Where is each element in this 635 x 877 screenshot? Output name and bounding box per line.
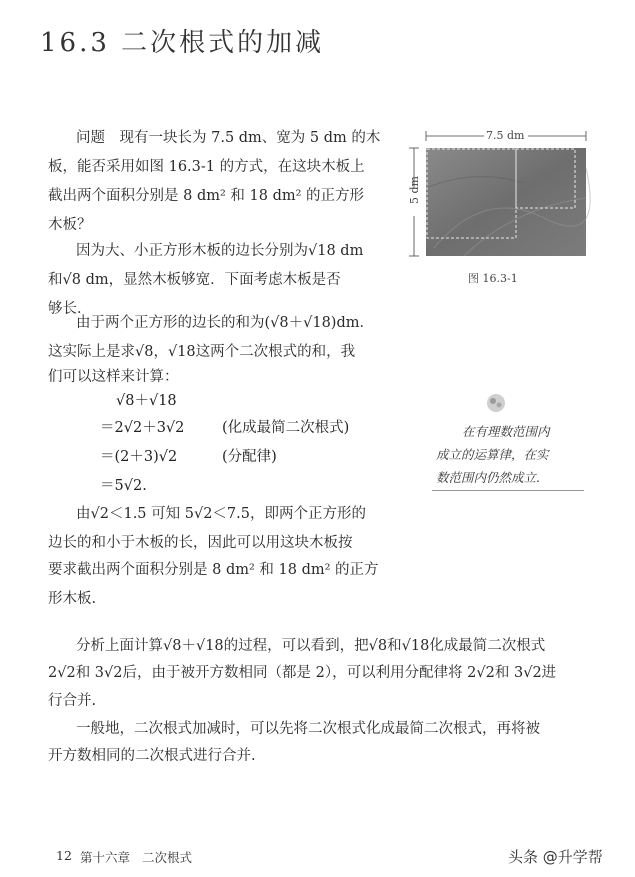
chapter-title: 二次根式: [142, 850, 193, 865]
note-marker-icon: [484, 392, 508, 414]
para4-line-2: 2√2和 3√2后，由于被开方数相同（都是 2），可以利用分配律将 2√2和 3√2进: [48, 665, 557, 681]
problem-line-2: 板，能否采用如图 16.3-1 的方式，在这块木板上: [48, 159, 365, 175]
problem-line-3: 截出两个面积分别是 8 dm² 和 18 dm² 的正方形: [48, 188, 365, 204]
para3-line-3: 要求截出两个面积分别是 8 dm² 和 18 dm² 的正方: [48, 562, 379, 578]
para1-line-3: 够长．: [48, 301, 92, 317]
para2-line-2: 这实际上是求√8，√18这两个二次根式的和，我: [48, 344, 356, 360]
calc-line-1: √8＋√18: [116, 393, 177, 409]
figure-caption: 图 16.3-1: [468, 272, 518, 285]
para1-line-1: 因为大、小正方形木板的边长分别为√18 dm: [76, 243, 364, 259]
calc-remark-1: (化成最简二次根式): [222, 420, 350, 436]
para4-line-1: 分析上面计算√8＋√18的过程，可以看到，把√8和√18化成最简二次根式: [76, 638, 546, 654]
chapter-number: 第十六章: [80, 850, 131, 865]
calc-line-4: ＝5√2.: [100, 478, 147, 494]
para2-line-1: 由于两个正方形的边长的和为(√8＋√18)dm．: [76, 315, 374, 331]
problem-line-1: 问题 现有一块长为 7.5 dm、宽为 5 dm 的木: [76, 130, 381, 146]
calc-line-2: ＝2√2＋3√2: [100, 420, 185, 436]
board-figure: [404, 128, 604, 278]
para1-line-2: 和√8 dm，显然木板够宽．下面考虑木板是否: [48, 272, 341, 288]
para3-line-4: 形木板.: [48, 591, 97, 607]
watermark: 头条 @升学帮: [508, 848, 603, 866]
para4-line-3: 行合并.: [48, 693, 97, 709]
page-number: 12: [56, 848, 72, 863]
para5-line-1: 一般地，二次根式加减时，可以先将二次根式化成最简二次根式，再将被: [76, 721, 540, 737]
page-title: 16.3 二次根式的加减: [40, 28, 325, 58]
calc-remark-2: (分配律): [222, 449, 277, 465]
sidenote-underline: [432, 490, 584, 491]
figure-height-label: 5 dm: [408, 176, 421, 204]
sidenote-line-3: 数范围内仍然成立.: [436, 470, 540, 485]
sidenote-line-1: 在有理数范围内: [462, 424, 550, 439]
para2-line-3: 们可以这样来计算：: [48, 369, 179, 385]
sidenote-line-2: 成立的运算律，在实: [436, 447, 549, 462]
wooden-board: [426, 148, 586, 256]
para3-line-2: 边长的和小于木板的长，因此可以用这块木板按: [48, 535, 353, 551]
para5-line-2: 开方数相同的二次根式进行合并.: [48, 748, 256, 764]
figure-width-label: 7.5 dm: [486, 129, 525, 142]
problem-line-4: 木板？: [48, 217, 92, 233]
para3-line-1: 由√2＜1.5 可知 5√2＜7.5，即两个正方形的: [76, 506, 366, 522]
calc-line-3: ＝(2＋3)√2: [100, 449, 178, 465]
